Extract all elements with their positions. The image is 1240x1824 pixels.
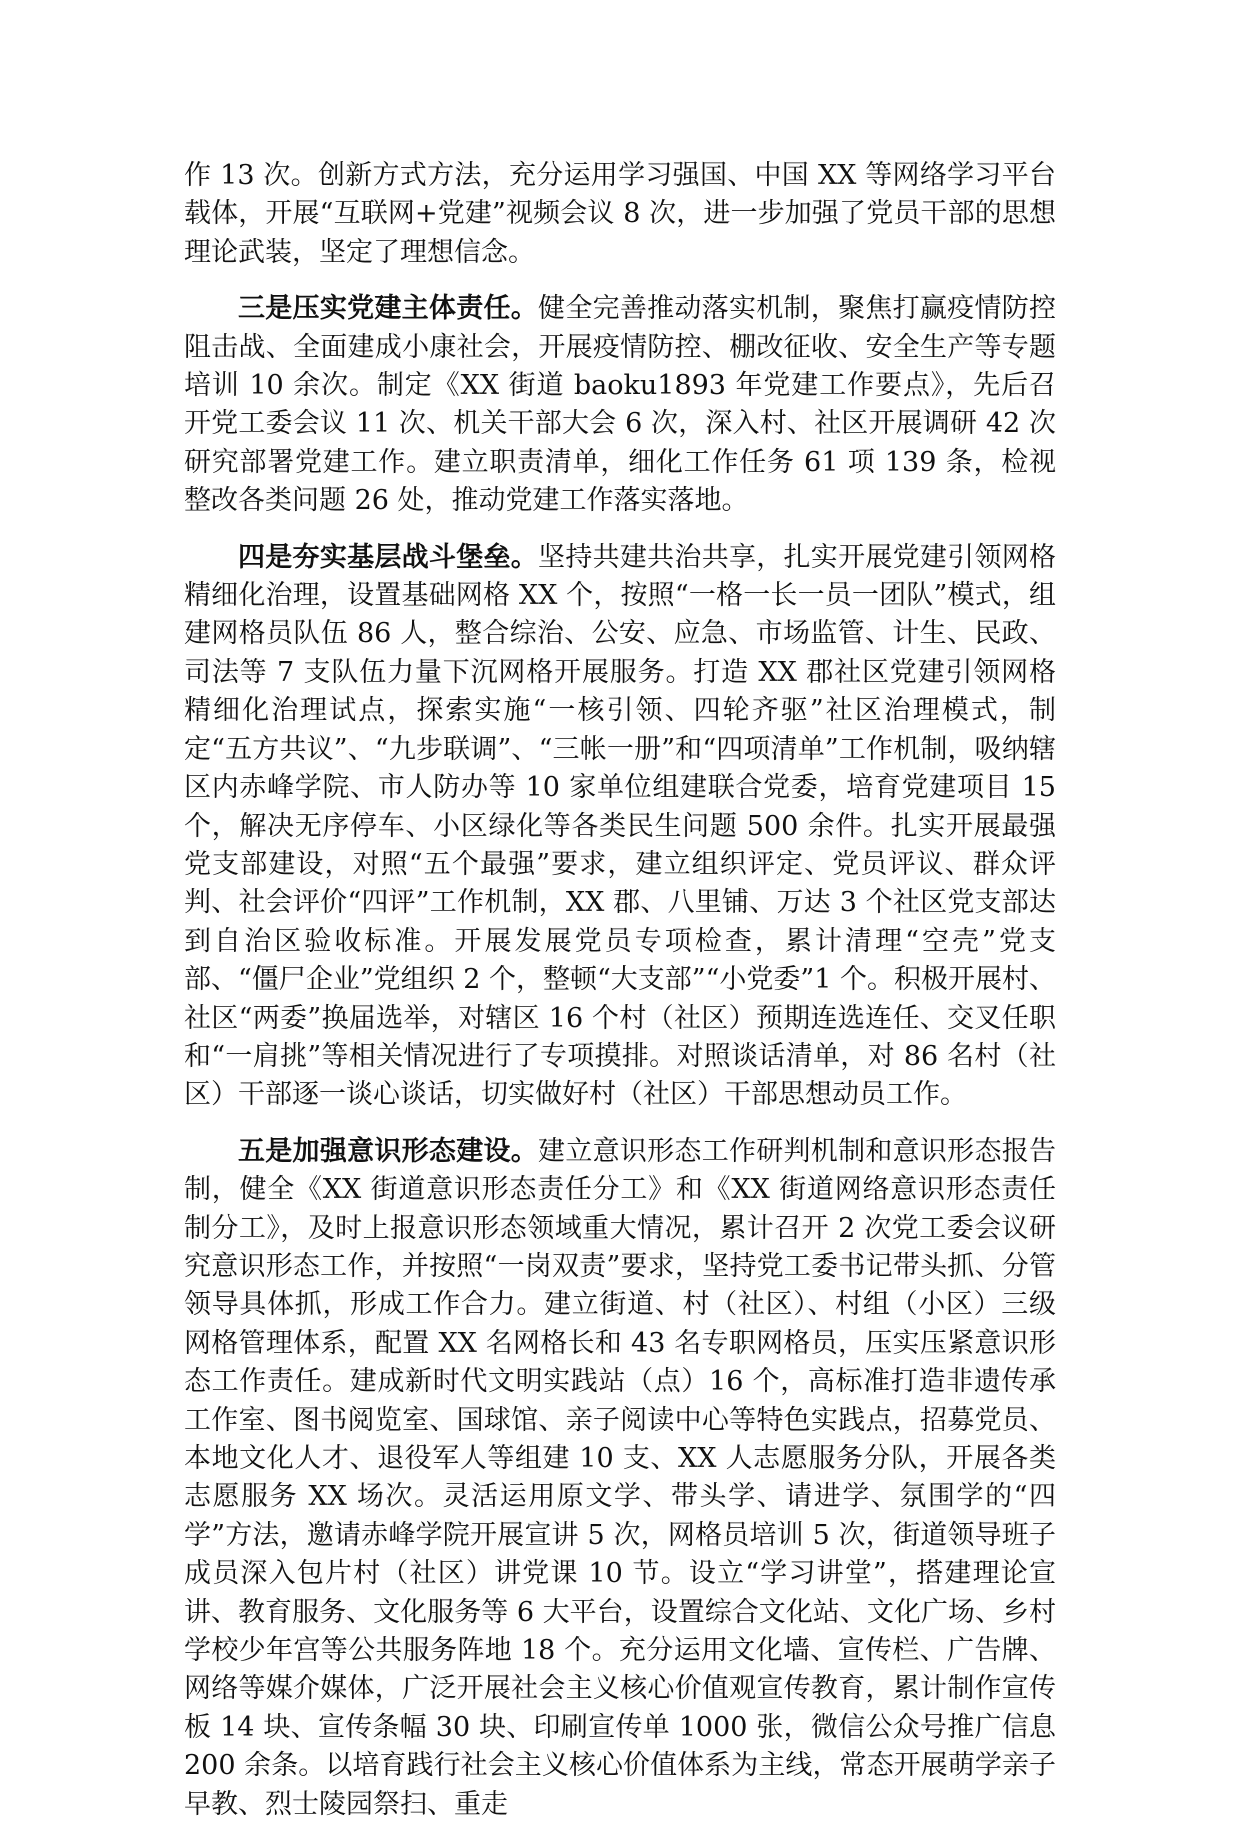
paragraph-ideology-building bbox=[184, 1133, 1056, 1824]
paragraph-party-responsibility bbox=[184, 290, 1056, 520]
paragraph-text: 建立意识形态工作研判机制和意识形态报告制，健全《XX 街道意识形态责任分工》和《XX 街道网络意识形态责任制分工》，及时上报意识形态领域重大情况，累计召开 2 次党工委会议研究意识形态工作，并按照“一岗双责”要求，坚持党工委书记带头抓、分管领导具体抓，形成工作合力。建立街道、村（社区）、村组（小区）三级网格管理体系，配置 XX 名网格长和 43 名专职网格员，压实压紧意识形态工作责任。建成新时代文明实践站（点）16 个，高标准打造非遗传承工作室、图书阅览室、国球馆、亲子阅读中心等特色实践点，招募党员、本地文化人才、退役军人等组建 10 支、XX 人志愿服务分队，开展各类志愿服务 XX 场次。灵活运用原文学、带头学、请进学、氛围学的“四学”方法，邀请赤峰学院开展宣讲 5 次，网格员培训 5 次，街道领导班子成员深入包片村（社区）讲党课 10 节。设立“学习讲堂”，搭建理论宣讲、教育服务、文化服务等 6 大平台，设置综合文化站、文化广场、乡村学校少年宫等公共服务阵地 18 个。充分运用文化墙、宣传栏、广告牌、网络等媒介媒体，广泛开展社会主义核心价值观宣传教育，累计制作宣传板 14 块、宣传条幅 30 块、印刷宣传单 1000 张，微信公众号推广信息 200 余条。以培育践行社会主义核心价值体系为主线，常态开展萌学亲子早教、烈士陵园祭扫、重走 bbox=[184, 1135, 1057, 1820]
paragraph-text: 作 13 次。创新方式方法，充分运用学习强国、中国 XX 等网络学习平台载体，开展“互联网+党建”视频会议 8 次，进一步加强了党员干部的思想理论武装，坚定了理想信念。 bbox=[184, 160, 1056, 268]
paragraph-heading: 四是夯实基层战斗堡垒。 bbox=[238, 541, 539, 573]
paragraph-text: 坚持共建共治共享，扎实开展党建引领网格精细化治理，设置基础网格 XX 个，按照“一格一长一员一团队”模式，组建网格员队伍 86 人，整合综治、公安、应急、市场监管、计生、民政、司法等 7 支队伍力量下沉网格开展服务。打造 XX 郡社区党建引领网格精细化治理试点，探索实施“一核引领、四轮齐驱”社区治理模式，制定“五方共议”、“九步联调”、“三帐一册”和“四项清单”工作机制，吸纳辖区内赤峰学院、市人防办等 10 家单位组建联合党委，培育党建项目 15 个，解决无序停车、小区绿化等各类民生问题 500 余件。扎实开展最强党支部建设，对照“五个最强”要求，建立组织评定、党员评议、群众评判、社会评价“四评”工作机制，XX 郡、八里铺、万达 3 个社区党支部达到自治区验收标准。开展发展党员专项检查，累计清理“空壳”党支部、“僵尸企业”党组织 2 个，整顿“大支部”“小党委”1 个。积极开展村、社区“两委”换届选举，对辖区 16 个村（社区）预期连选连任、交叉任职和“一肩挑”等相关情况进行了专项摸排。对照谈话清单，对 86 名村（社区）干部逐一谈心谈话，切实做好村（社区）干部思想动员工作。 bbox=[184, 541, 1057, 1111]
paragraph-continuation bbox=[184, 157, 1056, 272]
document-page bbox=[184, 157, 1056, 1824]
paragraph-text: 健全完善推动落实机制，聚焦打赢疫情防控阻击战、全面建成小康社会，开展疫情防控、棚改征收、安全生产等专题培训 10 余次。制定《XX 街道 baoku1893 年党建工作要点》，先后召开党工委会议 11 次、机关干部大会 6 次，深入村、社区开展调研 42 次研究部署党建工作。建立职责清单，细化工作任务 61 项 139 条，检视整改各类问题 26 处，推动党建工作落实落地。 bbox=[184, 293, 1057, 517]
paragraph-heading: 三是压实党建主体责任。 bbox=[238, 293, 539, 325]
paragraph-heading: 五是加强意识形态建设。 bbox=[238, 1135, 539, 1167]
paragraph-grassroots-fortress bbox=[184, 539, 1056, 1115]
